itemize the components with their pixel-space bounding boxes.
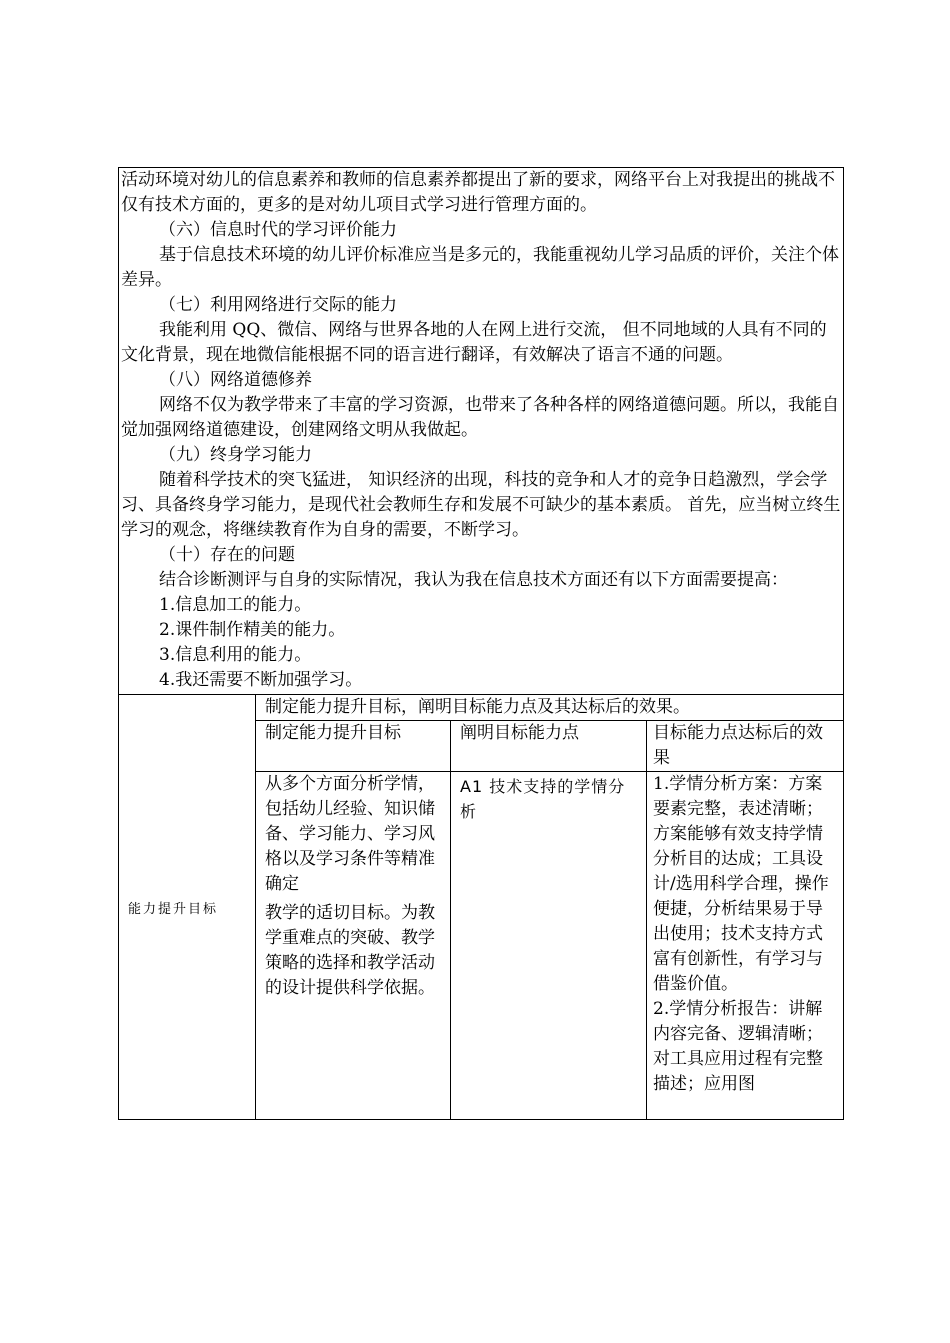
paragraph-seven: 我能利用 QQ、微信、网络与世界各地的人在网上进行交流， 但不同地域的人具有不同的文化背景，现在地微信能根据不同的语言进行翻译，有效解决了语言不通的问题。	[121, 320, 827, 365]
paragraph-ten: 结合诊断测评与自身的实际情况，我认为我在信息技术方面还有以下方面需要提高：	[159, 570, 788, 590]
ability-point-cell: A1 技术支持的学情分析	[451, 772, 647, 1120]
goal-text-part-1: 从多个方面分析学情，包括幼儿经验、知识储备、学习能力、学习风格以及学习条件等精准确定	[265, 774, 435, 894]
list-item: 3.信息利用的能力。	[159, 645, 312, 665]
header-goal: 制定能力提升目标	[256, 721, 451, 772]
header-effect: 目标能力点达标后的效果	[647, 721, 844, 772]
effect-part-2: 2.学情分析报告：讲解内容完备、逻辑清晰；对工具应用过程有完整描述；应用图	[653, 999, 823, 1094]
goal-intro-text: 制定能力提升目标，阐明目标能力点及其达标后的效果。	[256, 695, 844, 721]
heading-seven: （七）利用网络进行交际的能力	[159, 295, 397, 315]
paragraph-eight: 网络不仅为教学带来了丰富的学习资源，也带来了各种各样的网络道德问题。所以，我能自觉加强网络道德建设，创建网络文明从我做起。	[121, 395, 839, 440]
heading-ten: （十）存在的问题	[159, 545, 295, 565]
reflection-row	[119, 168, 844, 695]
document-table	[118, 167, 844, 1120]
list-item: 1.信息加工的能力。	[159, 595, 312, 615]
goal-text-cell	[256, 772, 451, 1120]
goal-text-part-2: 教学的适切目标。为教学重难点的突破、教学策略的选择和教学活动的设计提供科学依据。	[265, 903, 435, 998]
effect-cell	[647, 772, 844, 1120]
list-item: 2.课件制作精美的能力。	[159, 620, 346, 640]
goal-side-label: 能力提升目标	[119, 695, 256, 1120]
heading-six: （六）信息时代的学习评价能力	[159, 220, 397, 240]
effect-part-1: 1.学情分析方案：方案 要素完整，表述清晰；方案能够有效支持学情分析目的达成；工具设计/选用科学合理，操作便捷，分析结果易于导出使用；技术支持方式富有创新性，有学习与借鉴价值。	[653, 774, 829, 994]
paragraph-nine: 随着科学技术的突飞猛进， 知识经济的出现，科技的竞争和人才的竞争日趋激烈，学会学习、具备终身学习能力，是现代社会教师生存和发展不可缺少的基本素质。 首先，应当树立终生学习的观念，将继续教育作为自身的需要，不断学习。	[121, 470, 841, 540]
paragraph-six: 基于信息技术环境的幼儿评价标准应当是多元的，我能重视幼儿学习品质的评价，关注个体差异。	[121, 245, 839, 290]
heading-nine: （九）终身学习能力	[159, 445, 312, 465]
list-item: 4.我还需要不断加强学习。	[159, 670, 363, 690]
heading-eight: （八）网络道德修养	[159, 370, 312, 390]
reflection-cell	[119, 168, 844, 695]
goal-intro-row	[119, 695, 844, 721]
header-ability-point: 阐明目标能力点	[451, 721, 647, 772]
document-page	[118, 167, 843, 1120]
paragraph-intro: 活动环境对幼儿的信息素养和教师的信息素养都提出了新的要求，网络平台上对我提出的挑战不仅有技术方面的，更多的是对幼儿项目式学习进行管理方面的。	[121, 170, 835, 215]
